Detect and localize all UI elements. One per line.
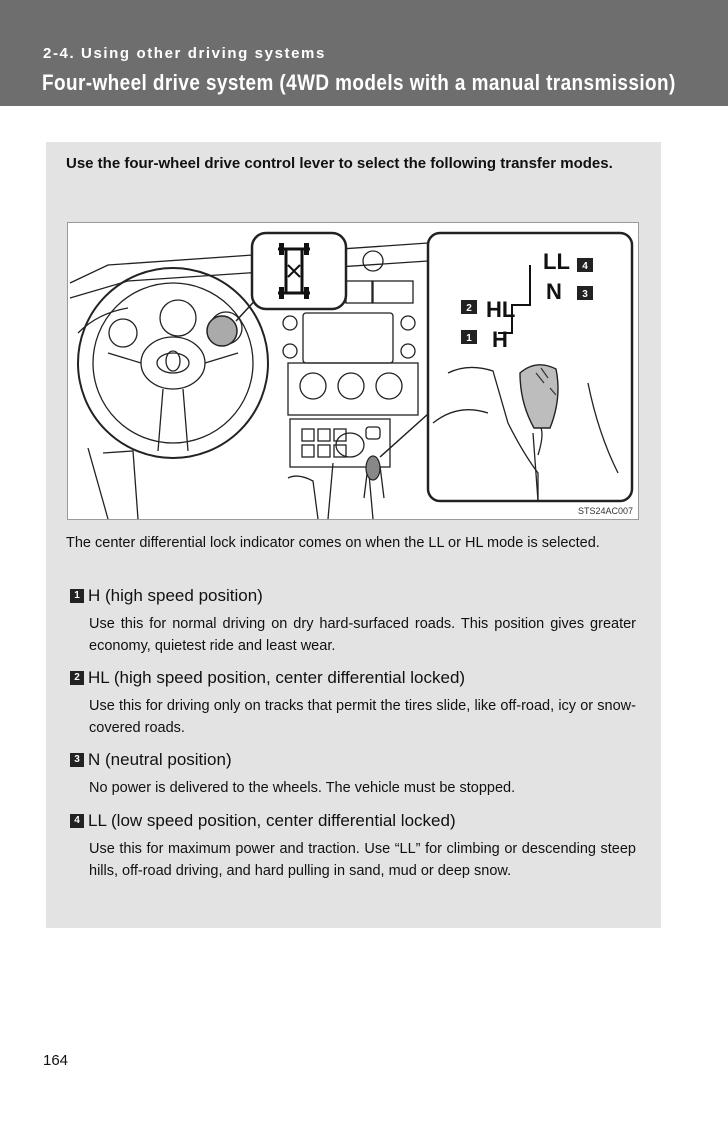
mode-item-h (70, 584, 636, 657)
figure-code: STS24AC007 (577, 506, 633, 516)
indicator-note: The center differential lock indicator comes on when the LL or HL mode is selected. (66, 535, 600, 551)
badge-2: 2 (466, 303, 472, 314)
mode-item-hl (70, 666, 636, 739)
dashboard-drawing (68, 223, 638, 519)
page-number: 164 (43, 1052, 69, 1069)
mode-item-n (70, 748, 636, 799)
number-badge: 2 (70, 671, 84, 685)
shift-label-hl: HL (486, 297, 516, 322)
section-heading: 2-4. Using other driving systems (43, 45, 326, 62)
shift-label-n: N (546, 279, 562, 304)
mode-title: HL (high speed position, center differential locked) (88, 668, 466, 687)
mode-title: N (neutral position) (88, 750, 232, 769)
number-badge: 3 (70, 753, 84, 767)
badge-1: 1 (466, 333, 472, 344)
shift-label-ll: LL (543, 249, 570, 274)
shift-label-h: H (492, 327, 508, 352)
mode-title: LL (low speed position, center differential locked) (88, 811, 456, 830)
mode-description: Use this for normal driving on dry hard-surfaced roads. This position gives greater economy, quietest ride and least wear. (89, 616, 636, 654)
badge-3: 3 (582, 289, 588, 300)
dashboard-illustration (67, 222, 639, 520)
mode-description: No power is delivered to the wheels. The vehicle must be stopped. (89, 780, 516, 796)
badge-4: 4 (582, 261, 588, 272)
intro-text: Use the four-wheel drive control lever to select the following transfer modes. (66, 155, 613, 172)
mode-item-ll (70, 809, 636, 882)
number-badge: 1 (70, 589, 84, 603)
mode-description: Use this for maximum power and traction. Use “LL” for climbing or descending steep hills, off-road driving, and hard pulling in sand, mud or deep snow. (89, 841, 636, 879)
mode-title: H (high speed position) (88, 586, 263, 605)
page-header (0, 0, 728, 106)
number-badge: 4 (70, 814, 84, 828)
mode-description: Use this for driving only on tracks that permit the tires slide, like off-road, icy or snow-covered roads. (89, 698, 636, 736)
page-title: Four-wheel drive system (4WD models with a manual transmission) (42, 70, 676, 95)
